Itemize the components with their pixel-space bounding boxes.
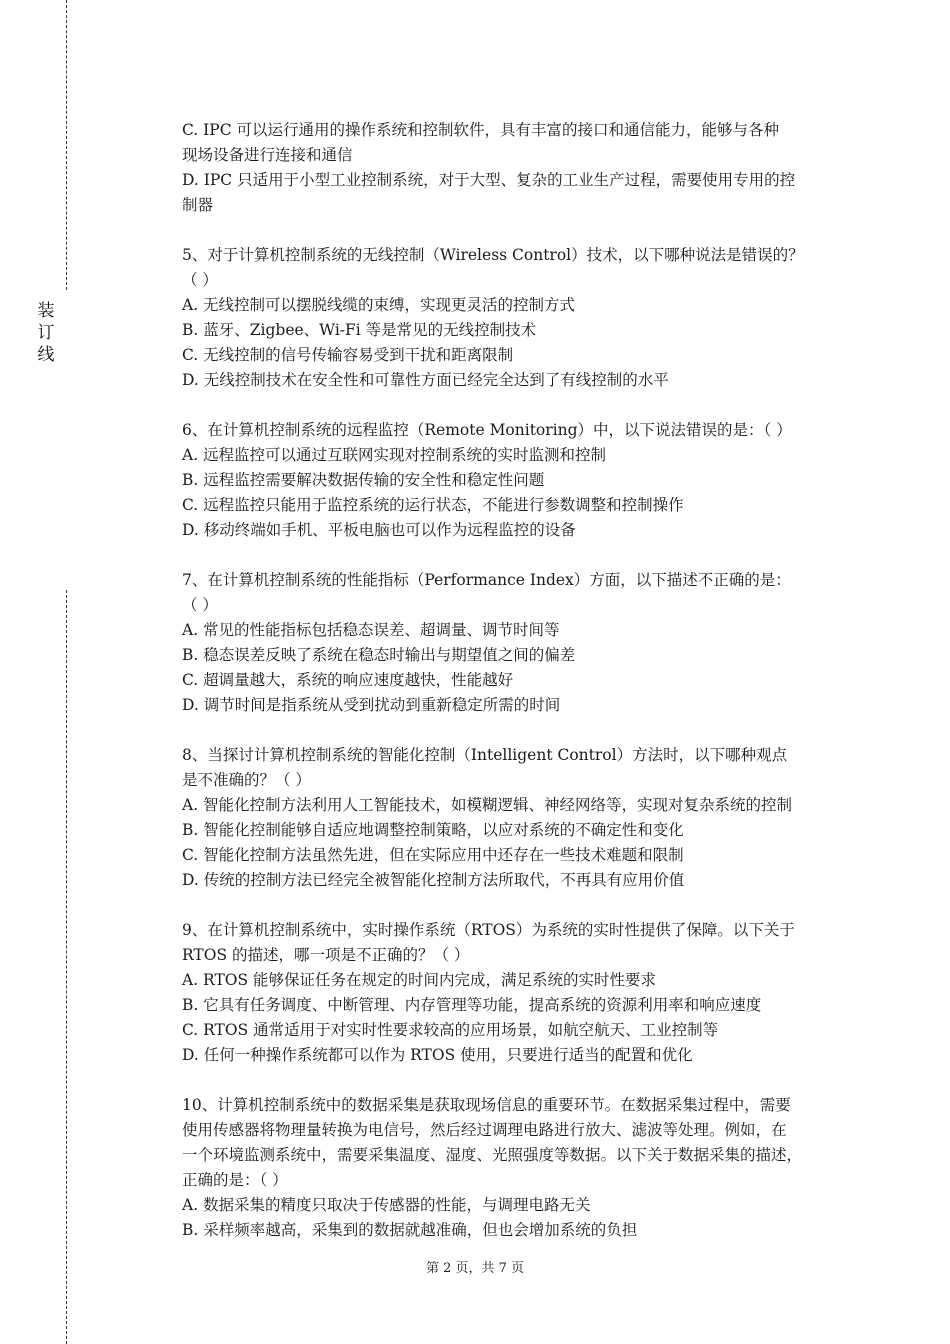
question-stem-line: 使用传感器将物理量转换为电信号，然后经过调理电路进行放大、滤波等处理。例如，在 <box>182 1121 787 1139</box>
option-c: C. 智能化控制方法虽然先进，但在实际应用中还存在一些技术难题和限制 <box>182 846 684 864</box>
exam-content <box>182 118 842 1243</box>
option-d: D. 传统的控制方法已经完全被智能化控制方法所取代，不再具有应用价值 <box>182 871 685 889</box>
option-d: D. 无线控制技术在安全性和可靠性方面已经完全达到了有线控制的水平 <box>182 371 669 389</box>
carryover-options <box>182 118 842 218</box>
question-stem-line: 10、计算机控制系统中的数据采集是获取现场信息的重要环节。在数据采集过程中，需要 <box>182 1096 791 1114</box>
option-d: D. 调节时间是指系统从受到扰动到重新稳定所需的时间 <box>182 696 561 714</box>
question-9 <box>182 918 842 1068</box>
question-stem-line: 是不准确的？（ ） <box>182 771 311 789</box>
question-stem-line: 一个环境监测系统中，需要采集温度、湿度、光照强度等数据。以下关于数据采集的描述， <box>182 1146 803 1164</box>
question-stem-line: （ ） <box>182 596 218 614</box>
option-line: 制器 <box>182 196 214 214</box>
binding-label <box>36 300 56 366</box>
question-stem-line: 7、在计算机控制系统的性能指标（Performance Index）方面，以下描述不正确的是： <box>182 571 791 589</box>
binding-char: 线 <box>37 345 55 365</box>
option-a: A. 常见的性能指标包括稳态误差、超调量、调节时间等 <box>182 621 560 639</box>
question-stem-line: 正确的是：（ ） <box>182 1171 288 1189</box>
option-b: B. 采样频率越高，采集到的数据就越准确，但也会增加系统的负担 <box>182 1221 638 1239</box>
option-line: 现场设备进行连接和通信 <box>182 146 353 164</box>
option-b: B. 远程监控需要解决数据传输的安全性和稳定性问题 <box>182 471 545 489</box>
question-6 <box>182 418 842 543</box>
binding-dashed-line-top <box>66 0 67 290</box>
spacer <box>182 218 842 243</box>
option-d: D. 移动终端如手机、平板电脑也可以作为远程监控的设备 <box>182 521 576 539</box>
option-c: C. 超调量越大，系统的响应速度越快，性能越好 <box>182 671 514 689</box>
option-a: A. 远程监控可以通过互联网实现对控制系统的实时监测和控制 <box>182 446 607 464</box>
option-c: C. RTOS 通常适用于对实时性要求较高的应用场景，如航空航天、工业控制等 <box>182 1021 719 1039</box>
option-line: D. IPC 只适用于小型工业控制系统，对于大型、复杂的工业生产过程，需要使用专用的控 <box>182 171 796 189</box>
question-stem-line: 9、在计算机控制系统中，实时操作系统（RTOS）为系统的实时性提供了保障。以下关于 <box>182 921 795 939</box>
question-stem-line: 6、在计算机控制系统的远程监控（Remote Monitoring）中，以下说法错误的是：（ ） <box>182 421 792 439</box>
option-b: B. 它具有任务调度、中断管理、内存管理等功能，提高系统的资源利用率和响应速度 <box>182 996 762 1014</box>
question-7 <box>182 568 842 718</box>
question-stem-line: RTOS 的描述，哪一项是不正确的？（ ） <box>182 946 470 964</box>
option-c: C. 无线控制的信号传输容易受到干扰和距离限制 <box>182 346 514 364</box>
option-b: B. 智能化控制能够自适应地调整控制策略，以应对系统的不确定性和变化 <box>182 821 684 839</box>
binding-dashed-line-bottom <box>66 590 67 1344</box>
question-8 <box>182 743 842 893</box>
option-a: A. RTOS 能够保证任务在规定的时间内完成，满足系统的实时性要求 <box>182 971 657 989</box>
option-b: B. 稳态误差反映了系统在稳态时输出与期望值之间的偏差 <box>182 646 576 664</box>
page-number: 第 2 页，共 7 页 <box>425 1261 525 1276</box>
option-a: A. 数据采集的精度只取决于传感器的性能，与调理电路无关 <box>182 1196 591 1214</box>
option-line: C. IPC 可以运行通用的操作系统和控制软件，具有丰富的接口和通信能力，能够与各种 <box>182 121 780 139</box>
option-c: C. 远程监控只能用于监控系统的运行状态，不能进行参数调整和控制操作 <box>182 496 684 514</box>
binding-char: 订 <box>37 323 55 343</box>
question-stem-line: 5、对于计算机控制系统的无线控制（Wireless Control）技术，以下哪种说法是错误的？ <box>182 246 804 264</box>
binding-char: 装 <box>37 301 55 321</box>
question-stem-line: 8、当探讨计算机控制系统的智能化控制（Intelligent Control）方法时，以下哪种观点 <box>182 746 788 764</box>
question-10 <box>182 1093 842 1243</box>
option-d: D. 任何一种操作系统都可以作为 RTOS 使用，只要进行适当的配置和优化 <box>182 1046 693 1064</box>
question-stem-line: （ ） <box>182 271 218 289</box>
option-a: A. 无线控制可以摆脱线缆的束缚，实现更灵活的控制方式 <box>182 296 576 314</box>
option-a: A. 智能化控制方法利用人工智能技术，如模糊逻辑、神经网络等，实现对复杂系统的控制 <box>182 796 793 814</box>
question-5 <box>182 243 842 393</box>
option-b: B. 蓝牙、Zigbee、Wi-Fi 等是常见的无线控制技术 <box>182 321 537 339</box>
